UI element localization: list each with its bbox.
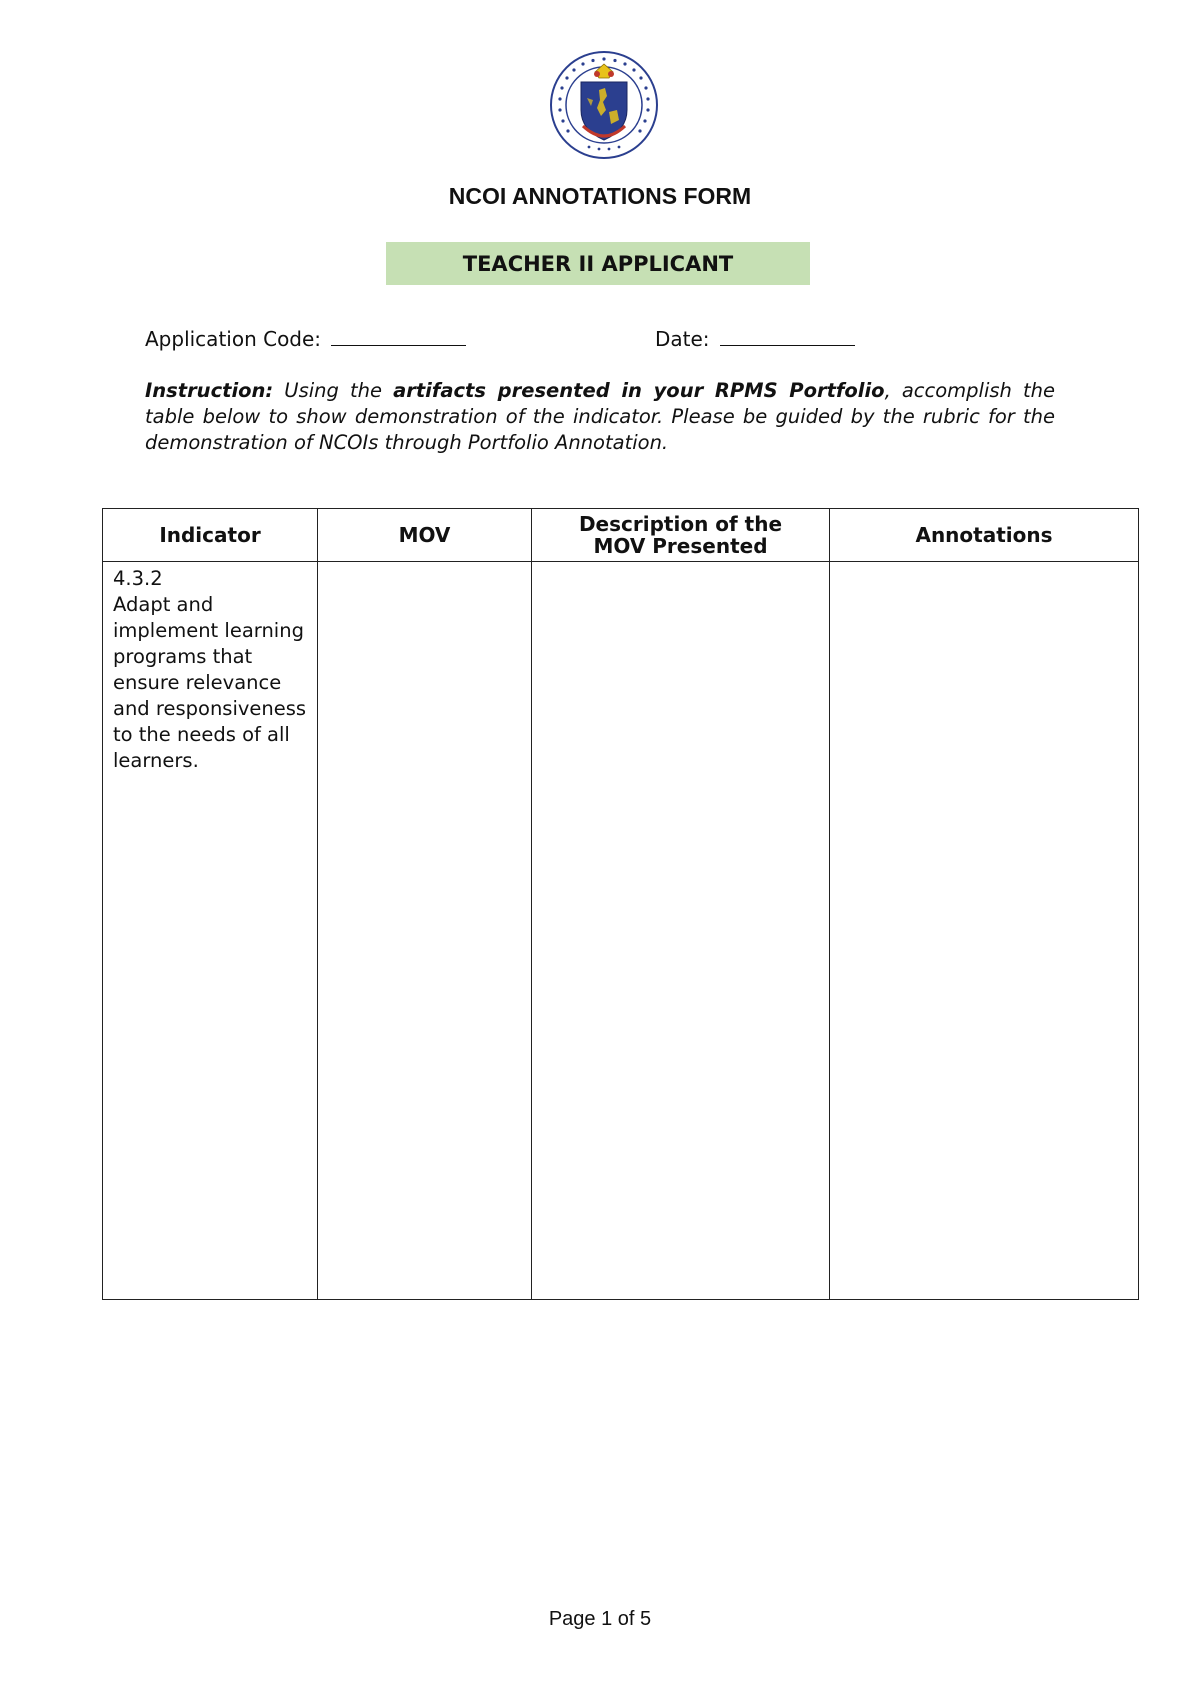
description-cell[interactable] xyxy=(532,562,830,1300)
applicant-type-label: TEACHER II APPLICANT xyxy=(462,251,734,276)
mov-cell[interactable] xyxy=(318,562,532,1300)
indicator-text: Adapt and implement learning programs that ensure relevance and responsiveness to the needs of all learners. xyxy=(113,593,307,772)
seal-icon xyxy=(549,50,659,160)
column-header-mov: MOV xyxy=(318,509,532,562)
instruction-label: Instruction: xyxy=(145,379,274,402)
column-header-indicator: Indicator xyxy=(103,509,318,562)
indicator-code: 4.3.2 xyxy=(113,567,163,590)
instruction-paragraph xyxy=(145,378,1055,456)
column-header-annotations: Annotations xyxy=(830,509,1139,562)
date-label: Date: xyxy=(655,327,710,351)
deped-seal-logo xyxy=(549,50,659,160)
instruction-emphasis: artifacts presented in your RPMS Portfolio xyxy=(393,379,885,402)
application-code-field xyxy=(145,327,466,351)
form-title: NCOI ANNOTATIONS FORM xyxy=(448,183,752,209)
instruction-part2: , accomplish the table below to show demonstration of the indicator. Please be guided by the rubric for the demonstration of NCOIs through Portfolio Annotation. xyxy=(145,379,1055,454)
page-number: Page 1 of 5 xyxy=(548,1608,652,1630)
date-field xyxy=(655,327,855,351)
table-header-row xyxy=(103,509,1139,562)
column-header-description-text: Description of the MOV Presented xyxy=(578,512,783,558)
annotations-cell[interactable] xyxy=(830,562,1139,1300)
indicator-cell xyxy=(103,562,318,1300)
annotations-table xyxy=(102,508,1139,1300)
table-row xyxy=(103,562,1139,1300)
applicant-type-banner xyxy=(386,242,810,285)
column-header-description xyxy=(532,509,830,562)
date-blank[interactable] xyxy=(720,344,855,346)
application-code-blank[interactable] xyxy=(331,344,466,346)
application-code-label: Application Code: xyxy=(145,327,322,351)
instruction-part1: Using the xyxy=(273,379,394,402)
